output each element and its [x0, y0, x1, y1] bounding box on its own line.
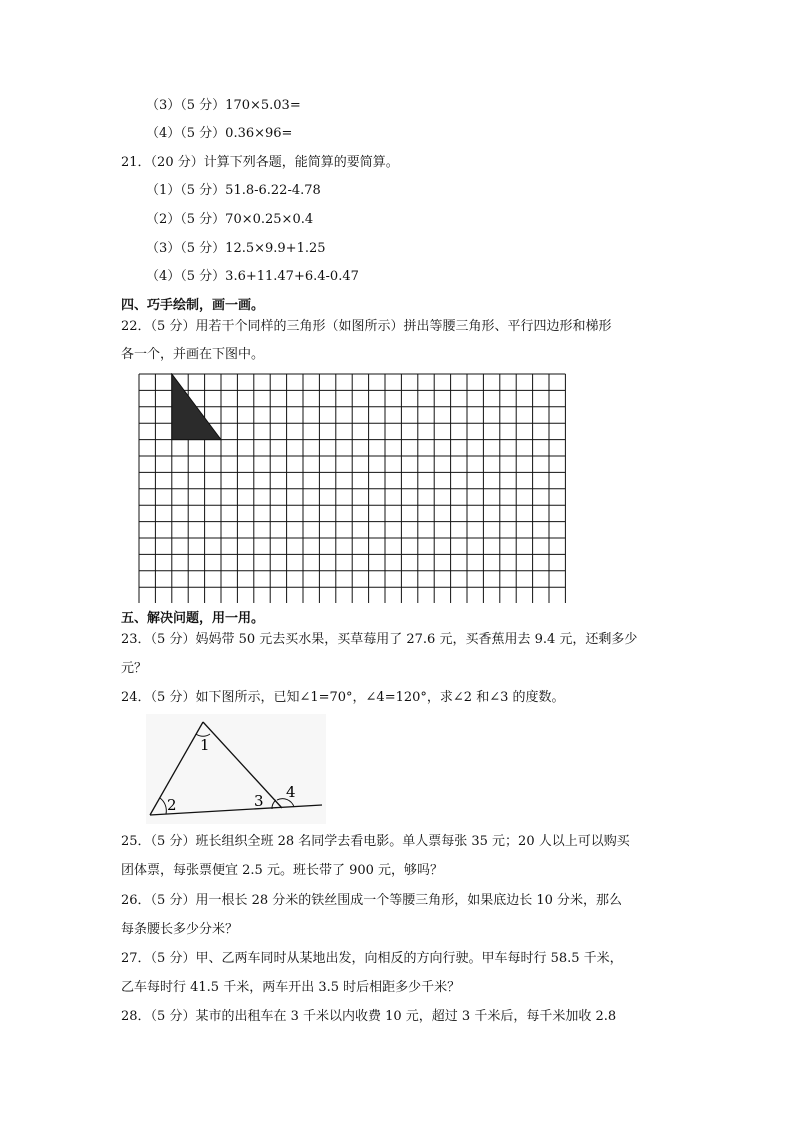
- q24-line1: 24．（5 分）如下图所示，已知∠1=70°，∠4=120°，求∠2 和∠3 的度数。: [121, 690, 565, 705]
- angle-3-label: 3: [254, 792, 264, 810]
- q20-sub3: （3）（5 分）170×5.03=: [146, 98, 301, 113]
- q25-line2: 团体票，每张票便宜 2.5 元。班长带了 900 元，够吗？: [121, 863, 444, 878]
- q21-stem: 21．（20 分）计算下列各题，能简算的要简算。: [121, 155, 399, 170]
- q27-line1: 27．（5 分）甲、乙两车同时从某地出发，向相反的方向行驶。甲车每时行 58.5 千米，: [121, 951, 623, 966]
- q21-sub1: （1）（5 分）51.8-6.22-4.78: [146, 183, 321, 198]
- q28-line1: 28．（5 分）某市的出租车在 3 千米以内收费 10 元，超过 3 千米后，每千米加收 2.8: [121, 1009, 617, 1024]
- q23-line1: 23．（5 分）妈妈带 50 元去买水果，买草莓用了 27.6 元，买香蕉用去 9.4 元，还剩多少: [121, 632, 638, 647]
- q21-sub2: （2）（5 分）70×0.25×0.4: [146, 212, 314, 227]
- q21-sub3: （3）（5 分）12.5×9.9+1.25: [146, 241, 326, 256]
- q26-line2: 每条腰长多少分米？: [121, 922, 239, 937]
- section-5-title: 五、解决问题，用一用。: [121, 611, 265, 626]
- q26-line1: 26．（5 分）用一根长 28 分米的铁丝围成一个等腰三角形，如果底边长 10 分米，那么: [121, 893, 623, 908]
- q25-line1: 25．（5 分）班长组织全班 28 名同学去看电影。单人票每张 35 元；20 人以上可以购买: [121, 834, 630, 849]
- q21-sub4: （4）（5 分）3.6+11.47+6.4-0.47: [146, 269, 359, 284]
- angle-1-label: 1: [200, 736, 210, 754]
- q27-line2: 乙车每时行 41.5 千米，两车开出 3.5 时后相距多少千米？: [121, 980, 461, 995]
- q22-line1: 22．（5 分）用若干个同样的三角形（如图所示）拼出等腰三角形、平行四边形和梯形: [121, 319, 612, 334]
- q20-sub4: （4）（5 分）0.36×96=: [146, 126, 293, 141]
- angle-triangle-figure: [146, 714, 326, 824]
- angle-2-label: 2: [167, 796, 177, 814]
- q22-line2: 各一个，并画在下图中。: [121, 347, 265, 362]
- q23-line2: 元？: [121, 661, 148, 676]
- section-4-title: 四、巧手绘制，画一画。: [121, 298, 265, 313]
- drawing-grid: [138, 373, 568, 603]
- angle-4-label: 4: [286, 783, 296, 801]
